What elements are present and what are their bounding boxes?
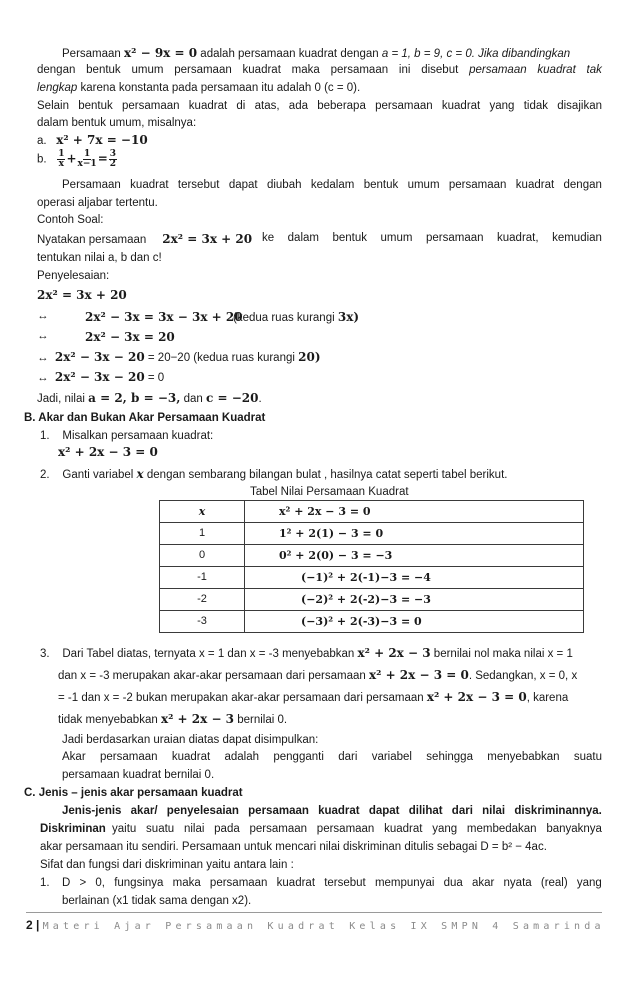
conclusion-line-2: persamaan kuadrat bernilai 0. bbox=[62, 769, 215, 781]
c-line-1-word: dilihat bbox=[408, 805, 443, 817]
c-item-1-line-1 bbox=[62, 878, 602, 890]
table-row bbox=[160, 523, 584, 545]
c-line-4: Sifat dan fungsi dari diskriminan yaitu antara lain : bbox=[40, 859, 294, 871]
p1-line-8-end bbox=[262, 233, 602, 245]
c-line-2-word: suatu bbox=[146, 823, 175, 835]
c-line-1-word: dapat bbox=[368, 805, 400, 817]
p1-line-6-word: kuadrat bbox=[130, 179, 169, 191]
p1-line-2 bbox=[37, 65, 602, 77]
p1-line-6 bbox=[62, 180, 602, 192]
footer bbox=[26, 919, 605, 933]
c-item-1-number: 1. bbox=[40, 877, 50, 889]
c-line-2-start: Diskriminan bbox=[40, 823, 106, 835]
conclusion-word: menyebabkan bbox=[487, 751, 560, 763]
fraction-3-over-2: $\frac{3}{2}$ bbox=[109, 149, 117, 169]
section-b-heading: B. Akar dan Bukan Akar Persamaan Kuadrat bbox=[24, 412, 266, 424]
b-item-1-equation: x² + 2x − 3 = 0 bbox=[58, 445, 158, 459]
table-cell-expression: x² + 2x − 3 = 0 bbox=[245, 501, 584, 523]
step-2: ↔ 2x² − 3x = 20 bbox=[37, 330, 175, 344]
step-0: 2x² = 3x + 20 bbox=[37, 288, 127, 302]
example-a: a. x² + 7x = −10 bbox=[37, 133, 148, 147]
p1-line-4 bbox=[37, 101, 602, 113]
c-item-1-word: yang bbox=[576, 877, 602, 889]
p1-line-8-word: persamaan bbox=[425, 232, 484, 244]
c-line-2-word: yang bbox=[432, 823, 458, 835]
c-item-1-word: > bbox=[79, 877, 87, 889]
c-line-2-word: membedakan bbox=[466, 823, 537, 835]
p1-line-2-word: umum bbox=[131, 64, 164, 76]
value-table bbox=[159, 500, 584, 633]
fraction-1-over-x: $\frac{1}{x}$ bbox=[58, 149, 65, 169]
footer-rule bbox=[26, 912, 602, 913]
value-table-body bbox=[160, 501, 584, 633]
table-cell-expression: (−1)² + 2(-1)−3 = −4 bbox=[245, 567, 584, 589]
penyelesaian-heading: Penyelesaian: bbox=[37, 270, 110, 282]
table-cell-x: -2 bbox=[160, 589, 245, 611]
c-line-2-word: nilai bbox=[183, 823, 205, 835]
conclusion-line-1 bbox=[62, 752, 602, 764]
conclusion-word: sehingga bbox=[426, 751, 473, 763]
fraction-1-over-x-minus-1: $\frac{1}{x-1}$ bbox=[77, 149, 97, 169]
table-cell-x: 0 bbox=[160, 545, 245, 567]
conclusion-word: persamaan bbox=[99, 751, 158, 763]
c-item-1-word: maka bbox=[172, 877, 201, 889]
p1-line-2-word: kuadrat bbox=[537, 64, 576, 76]
p1-line-2-word: disebut bbox=[421, 64, 459, 76]
c-item-1-word: dua bbox=[443, 877, 463, 889]
p1-line-4-word: yang bbox=[489, 100, 515, 112]
p1-line-7: operasi aljabar tertentu. bbox=[37, 197, 158, 209]
table-cell-expression: (−3)² + 2(-3)−3 = 0 bbox=[245, 611, 584, 633]
conclusion-intro: Jadi berdasarkan uraian diatas dapat disimpulkan: bbox=[62, 734, 319, 746]
p1-line-6-word: dapat bbox=[228, 179, 258, 191]
p1-line-9: tentukan nilai a, b dan c! bbox=[37, 252, 162, 264]
p1-line-2-word: kuadrat bbox=[242, 64, 281, 76]
table-row bbox=[160, 611, 584, 633]
table-cell-expression: 1² + 2(1) − 3 = 0 bbox=[245, 523, 584, 545]
p1-line-6-word: kuadrat bbox=[515, 179, 555, 191]
p1-line-2-word: bentuk bbox=[86, 64, 121, 76]
b-item-1: 1. Misalkan persamaan kuadrat: bbox=[40, 430, 214, 442]
table-cell-expression: (−2)² + 2(-2)−3 = −3 bbox=[245, 589, 584, 611]
c-item-1-word: kuadrat bbox=[276, 877, 316, 889]
p1-line-8-word: kuadrat, bbox=[497, 232, 539, 244]
b-item-3-line-4: tidak menyebabkan x² + 2x − 3 bernilai 0. bbox=[58, 712, 288, 726]
p1-line-8-word: ke bbox=[262, 232, 275, 244]
p1-line-4-word: beberapa bbox=[317, 100, 366, 112]
c-item-1-word: (real) bbox=[540, 877, 568, 889]
c-item-1-word: mempunyai bbox=[374, 877, 435, 889]
page-number: 2 | bbox=[26, 918, 40, 932]
c-line-2-word: persamaan bbox=[249, 823, 308, 835]
conclusion-word: adalah bbox=[224, 751, 260, 763]
p1-line-2-word: maka bbox=[291, 64, 320, 76]
step-1: ↔ 2x² − 3x = 3x − 3x + 20 (kedua ruas kurangi 3x) bbox=[37, 310, 360, 324]
b-item-3-line-3: = -1 dan x = -2 bukan merupakan akar-akar persamaan dari persamaan x² + 2x − 3 = 0, karena bbox=[58, 690, 569, 704]
p1-line-6-word: diubah bbox=[266, 179, 302, 191]
p1-line-2-word: tak bbox=[586, 64, 602, 76]
p1-line-8-word: bentuk bbox=[332, 232, 368, 244]
table-caption: Tabel Nilai Persamaan Kuadrat bbox=[250, 486, 409, 498]
example-b: b. $\frac{1}{x}$ + $\frac{1}{x-1}$ = $\frac{3}{2}$ bbox=[37, 149, 117, 169]
p1-line-4-word: di bbox=[236, 100, 246, 112]
c-line-1-word: persamaan bbox=[248, 805, 309, 817]
p1-line-6-word: umum bbox=[407, 179, 440, 191]
conclusion-word: suatu bbox=[573, 751, 602, 763]
c-line-1-word: nilai bbox=[482, 805, 506, 817]
c-item-1-line-2: berlainan (x1 tidak sama dengan x2). bbox=[62, 895, 252, 907]
p1-line-4-word: ada bbox=[288, 100, 308, 112]
table-header-row bbox=[160, 501, 584, 523]
conclusion-word: pengganti bbox=[273, 751, 324, 763]
section-c-heading: C. Jenis – jenis akar persamaan kuadrat bbox=[24, 787, 243, 799]
conclusion-word: kuadrat bbox=[171, 751, 211, 763]
p1-line-4-word: persamaan bbox=[375, 100, 433, 112]
c-line-2-word: kuadrat bbox=[384, 823, 423, 835]
c-item-1-word: nyata bbox=[503, 877, 532, 889]
conclusion-word: dari bbox=[338, 751, 358, 763]
table-row bbox=[160, 567, 584, 589]
p1-line-8-word: kemudian bbox=[552, 232, 602, 244]
p1-line-5: dalam bentuk umum, misalnya: bbox=[37, 117, 197, 129]
p1-line-4-word: kuadrat bbox=[188, 100, 228, 112]
c-line-1-word: penyelesaian bbox=[166, 805, 239, 817]
c-line-1-word: kuadrat bbox=[318, 805, 360, 817]
p1-line-4-word: persamaan bbox=[122, 100, 180, 112]
p1-line-8-word: umum bbox=[380, 232, 413, 244]
step-3: ↔ 2x² − 3x − 20 = 20−20 (kedua ruas kurangi 20) bbox=[37, 350, 321, 364]
table-row bbox=[160, 545, 584, 567]
p1-line-4-word: tidak bbox=[523, 100, 548, 112]
c-line-2-word: yaitu bbox=[112, 823, 137, 835]
c-line-1-word: Jenis-jenis bbox=[62, 805, 122, 817]
table-cell-x: -3 bbox=[160, 611, 245, 633]
c-line-2-word: pada bbox=[214, 823, 240, 835]
p1-line-8-start: Nyatakan persamaan 2x² = 3x + 20 bbox=[37, 232, 253, 246]
b-item-3-line-2: dan x = -3 merupakan akar-akar persamaan dari persamaan x² + 2x − 3 = 0. Sedangkan, x = 0, x bbox=[58, 668, 578, 682]
p1-line-2-word: ini bbox=[398, 64, 411, 76]
p1-line-6-word: tersebut bbox=[177, 179, 220, 191]
c-line-2-end bbox=[112, 824, 602, 836]
jadi-result: Jadi, nilai a = 2, b = −3, dan c = −20. bbox=[37, 391, 262, 405]
table-cell-x: 1 bbox=[160, 523, 245, 545]
p1-line-4-word: kuadrat bbox=[441, 100, 481, 112]
conclusion-word: variabel bbox=[371, 751, 412, 763]
c-line-2-word: persamaan bbox=[316, 823, 375, 835]
p1-line-6-word: persamaan bbox=[448, 179, 507, 191]
p1-line-6-word: Persamaan bbox=[62, 179, 121, 191]
b-item-2: 2. Ganti variabel x dengan sembarang bilangan bulat , hasilnya catat seperti tabel berikut. bbox=[40, 467, 508, 481]
c-item-1-word: tersebut bbox=[324, 877, 366, 889]
c-item-1-word: D bbox=[62, 877, 71, 889]
p1-line-2-word: persamaan bbox=[469, 64, 527, 76]
c-line-2-word: banyaknya bbox=[546, 823, 602, 835]
c-line-3: akar persamaan itu sendiri. Persamaan untuk mencari nilai diskriminan ditulis sebagai D = b² − 4ac. bbox=[40, 841, 547, 853]
c-item-1-word: akar bbox=[471, 877, 495, 889]
p1-line-2-word: persamaan bbox=[330, 64, 389, 76]
c-item-1-word: persamaan bbox=[209, 877, 268, 889]
table-cell-x: x bbox=[160, 501, 245, 523]
step-4: ↔ 2x² − 3x − 20 = 0 bbox=[37, 370, 165, 384]
footer-title: Materi Ajar Persamaan Kuadrat Kelas IX SMPN 4 Samarinda bbox=[42, 921, 605, 932]
p1-line-6-word: dengan bbox=[563, 179, 602, 191]
b-item-3-line-1: 3. Dari Tabel diatas, ternyata x = 1 dan x = -3 menyebabkan x² + 2x − 3 bernilai nol maka nilai x = 1 bbox=[40, 646, 573, 660]
p1-line-4-word: Selain bbox=[37, 100, 69, 112]
p1-line-1: Persamaan x² − 9x = 0 adalah persamaan kuadrat dengan a = 1, b = 9, c = 0. Jika dibandingkan bbox=[62, 46, 571, 60]
c-line-1 bbox=[62, 806, 602, 818]
p1-line-2-word: dengan bbox=[37, 64, 76, 76]
p1-line-6-word: kedalam bbox=[310, 179, 355, 191]
c-item-1-word: 0, bbox=[95, 877, 105, 889]
c-item-1-word: fungsinya bbox=[114, 877, 164, 889]
table-cell-x: -1 bbox=[160, 567, 245, 589]
p1-line-4-word: atas, bbox=[254, 100, 280, 112]
contoh-soal-heading: Contoh Soal: bbox=[37, 214, 104, 226]
p1-line-4-word: disajikan bbox=[557, 100, 602, 112]
table-row bbox=[160, 589, 584, 611]
table-cell-expression: 0² + 2(0) − 3 = −3 bbox=[245, 545, 584, 567]
c-line-1-word: dari bbox=[451, 805, 473, 817]
p1-line-8-word: dalam bbox=[287, 232, 319, 244]
p1-line-2-word: persamaan bbox=[174, 64, 232, 76]
c-line-1-word: akar/ bbox=[130, 805, 158, 817]
p1-line-3: lengkap karena konstanta pada persamaan itu adalah 0 (c = 0). bbox=[37, 82, 361, 94]
c-line-1-word: diskriminannya. bbox=[514, 805, 602, 817]
conclusion-word: Akar bbox=[62, 751, 86, 763]
p1-line-4-word: bentuk bbox=[78, 100, 113, 112]
p1-line-6-word: bentuk bbox=[363, 179, 399, 191]
